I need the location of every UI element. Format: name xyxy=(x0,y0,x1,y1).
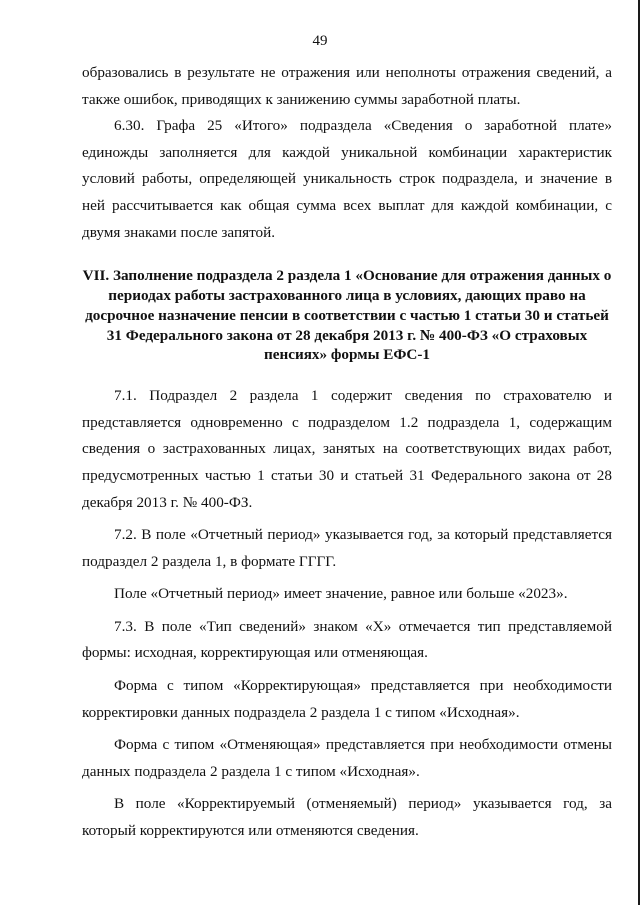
document-body xyxy=(82,60,612,845)
paragraph-7-1: 7.1. Подраздел 2 раздела 1 содержит сведения по страхователю и представляется одновременно с подразделом 1.2 подраздела 1, содержащим сведения о застрахованных лицах, занятых на соответствующих видах работ, предусмотренных частью 1 статьи 30 и статьей 31 Федерального закона от 28 декабря 2013 г. № 400-ФЗ. xyxy=(82,387,612,511)
paragraph-reporting-period: Поле «Отчетный период» имеет значение, равное или больше «2023». xyxy=(114,585,568,603)
paragraph-cancelling: Форма с типом «Отменяющая» представляется при необходимости отмены данных подраздела 2 раздела 1 с типом «Исходная». xyxy=(82,736,612,780)
page-number: 49 xyxy=(312,33,328,49)
section-heading: VII. Заполнение подраздела 2 раздела 1 «Основание для отражения данных о периодах работы застрахованного лица в условиях, дающих право на досрочное назначение пенсии в соответствии с частью 1 статьи 30 и статьей 31 Федерального закона от 28 декабря 2013 г. № 400-ФЗ «О страховых пенсиях» формы ЕФС-1 xyxy=(82,267,612,364)
paragraph-corrective: Форма с типом «Корректирующая» представляется при необходимости корректировки данных подраздела 2 раздела 1 с типом «Исходная». xyxy=(82,677,612,721)
paragraph-corrected-period: В поле «Корректируемый (отменяемый) период» указывается год, за который корректируются или отменяются сведения. xyxy=(82,795,612,840)
paragraph-6-30: 6.30. Графа 25 «Итого» подраздела «Сведения о заработной плате» единожды заполняется для каждой уникальной комбинации характеристик условий работы, определяющей уникальность строк подраздела, и значение в ней рассчитывается как общая сумма всех выплат для каждой комбинации, с двумя знаками после запятой. xyxy=(82,117,612,241)
paragraph-continuation: образовались в результате не отражения или неполноты отражения сведений, а также ошибок, приводящих к занижению суммы заработной платы. xyxy=(82,64,612,108)
paragraph-7-3: 7.3. В поле «Тип сведений» знаком «Х» отмечается тип представляемой формы: исходная, корректирующая или отменяющая. xyxy=(82,617,612,662)
paragraph-7-2: 7.2. В поле «Отчетный период» указывается год, за который представляется подраздел 2 раздела 1, в формате ГГГГ. xyxy=(82,526,612,570)
